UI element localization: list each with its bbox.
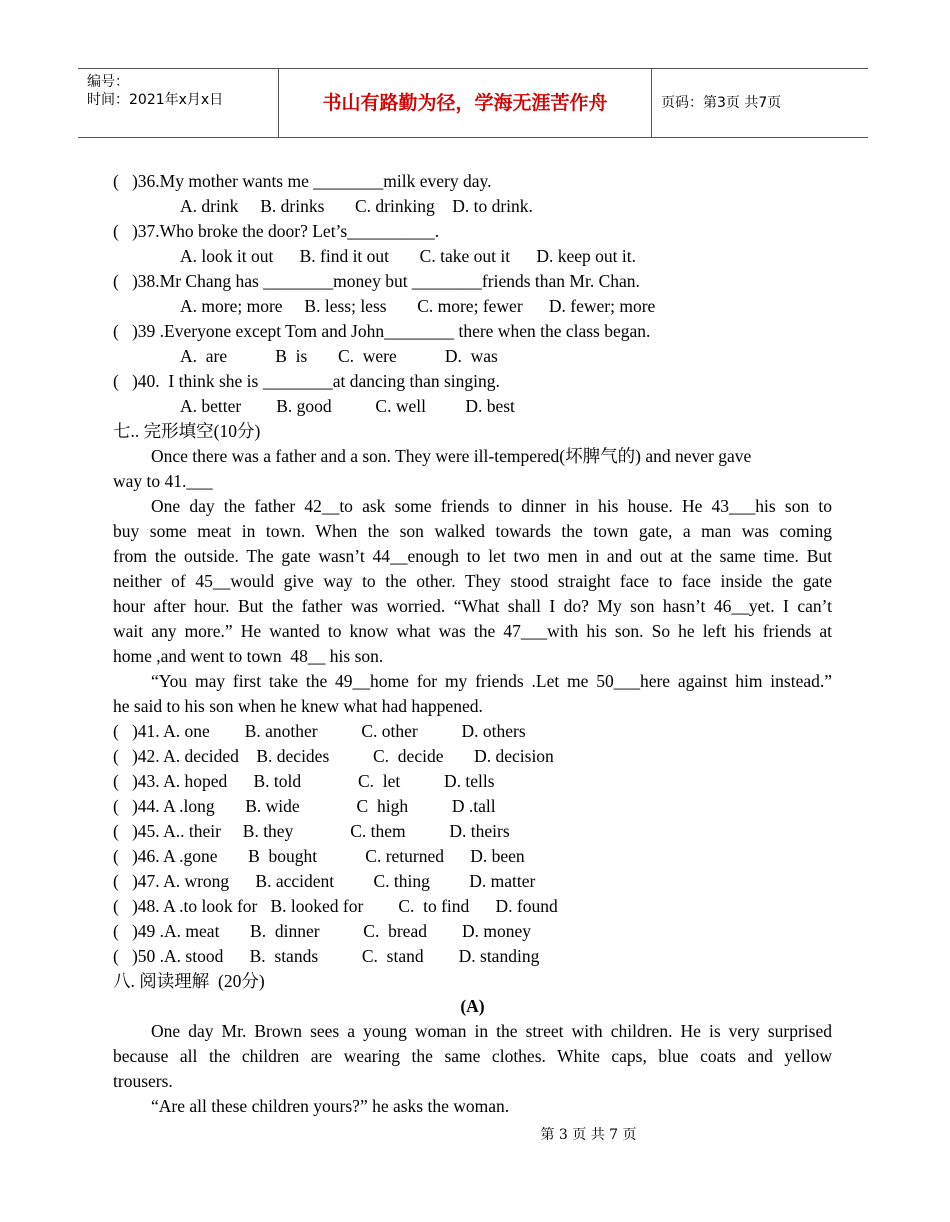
text-line: A. are B is C. were D. was	[180, 346, 498, 366]
text-line: ( )36.My mother wants me ________milk every day.	[113, 171, 492, 191]
text-line: neither of 45__would give way to the other. They stood straight face to face inside the gate	[113, 571, 832, 591]
text-line: ( )43. A. hoped B. told C. let D. tells	[113, 771, 495, 791]
number-label: 编号：	[87, 74, 129, 90]
text-line: he said to his son when he knew what had happened.	[113, 696, 483, 716]
text-line: ( )48. A .to look for B. looked for C. to find D. found	[113, 896, 558, 916]
text-line: “Are all these children yours?” he asks the woman.	[151, 1096, 510, 1116]
motto: 书山有路勤为径，学海无涯苦作舟	[278, 69, 652, 137]
text-line: ( )37.Who broke the door? Let’s__________.	[113, 221, 440, 241]
text-line: ( )44. A .long B. wide C high D .tall	[113, 796, 496, 816]
text-line: buy some meat in town. When the son walked towards the town gate, a man was coming	[113, 521, 832, 541]
text-line: way to 41.___	[113, 471, 213, 491]
text-line: home ,and went to town 48__ his son.	[113, 646, 384, 666]
text-line: A. better B. good C. well D. best	[180, 396, 515, 416]
exam-content	[113, 169, 832, 1119]
text-line: 八. 阅读理解 (20分)	[113, 971, 265, 991]
text-line: from the outside. The gate wasn’t 44__enough to let two men in and out at the same time. But	[113, 546, 832, 566]
text-line: ( )42. A. decided B. decides C. decide D. decision	[113, 746, 554, 766]
text-line: One day the father 42__to ask some friends to dinner in his house. He 43___his son to	[151, 496, 832, 516]
text-line: trousers.	[113, 1071, 173, 1091]
text-line: (A)	[460, 996, 485, 1016]
text-line: A. drink B. drinks C. drinking D. to drink.	[180, 196, 533, 216]
page-header	[78, 68, 868, 138]
page-label: 页码：第3页 共7页	[661, 95, 782, 111]
text-line: A. look it out B. find it out C. take out it D. keep out it.	[180, 246, 636, 266]
text-line: Once there was a father and a son. They were ill-tempered(坏脾气的) and never gave	[151, 446, 752, 466]
text-line: ( )46. A .gone B bought C. returned D. been	[113, 846, 525, 866]
text-line: because all the children are wearing the same clothes. White caps, blue coats and yellow	[113, 1046, 832, 1066]
text-line: One day Mr. Brown sees a young woman in the street with children. He is very surprised	[151, 1021, 832, 1041]
text-line: ( )47. A. wrong B. accident C. thing D. matter	[113, 871, 536, 891]
time-label: 时间：2021年x月x日	[87, 92, 224, 108]
text-line: ( )38.Mr Chang has ________money but ________friends than Mr. Chan.	[113, 271, 640, 291]
text-line: ( )40. I think she is ________at dancing than singing.	[113, 371, 500, 391]
page-footer: 第 3 页 共 7 页	[540, 1127, 637, 1143]
text-line: ( )49 .A. meat B. dinner C. bread D. money	[113, 921, 531, 941]
header-left-cell	[78, 69, 278, 137]
text-line: ( )50 .A. stood B. stands C. stand D. standing	[113, 946, 540, 966]
text-line: 七.. 完形填空(10分)	[113, 421, 261, 441]
text-line: ( )41. A. one B. another C. other D. others	[113, 721, 526, 741]
text-line: A. more; more B. less; less C. more; fewer D. fewer; more	[180, 296, 656, 316]
text-line: wait any more.” He wanted to know what was the 47___with his son. So he left his friends at	[113, 621, 832, 641]
text-line: hour after hour. But the father was worried. “What shall I do? My son hasn’t 46__yet. I can’t	[113, 596, 832, 616]
text-line: ( )45. A.. their B. they C. them D. theirs	[113, 821, 510, 841]
text-line: “You may first take the 49__home for my friends .Let me 50___here against him instead.”	[151, 671, 832, 691]
text-line: ( )39 .Everyone except Tom and John________ there when the class began.	[113, 321, 651, 341]
